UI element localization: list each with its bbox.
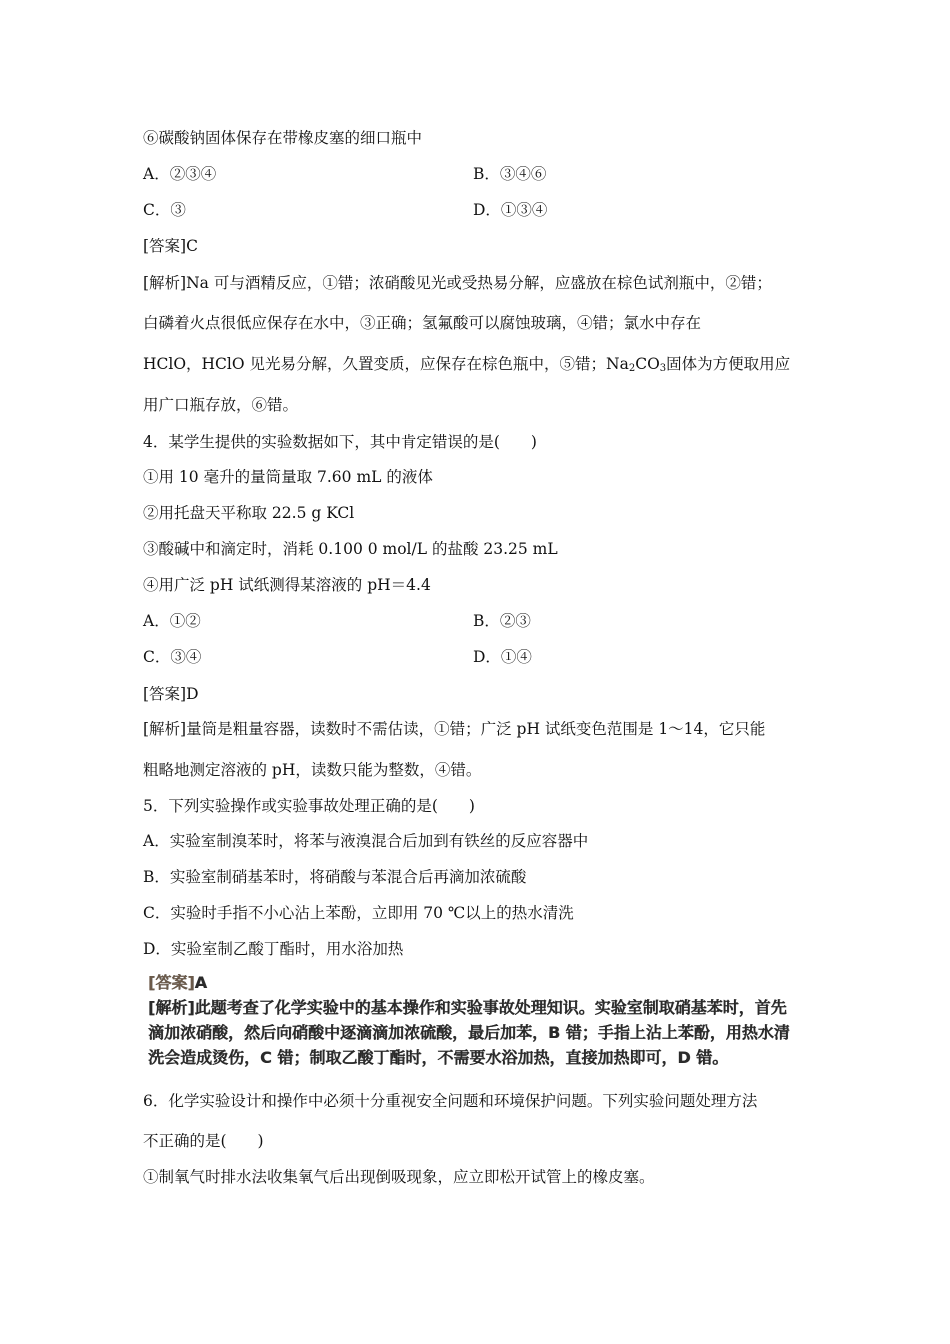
q3-analysis-line4: 用广口瓶存放，⑥错。 [143,396,299,414]
q4-item1: ①用 10 毫升的量筒量取 7.60 mL 的液体 [143,468,433,486]
q5-analysis-line3: 洗会造成烫伤，C 错；制取乙酸丁酯时，不需要水浴加热，直接加热即可，D 错。 [148,1048,729,1067]
q4-answer: [答案]D [143,685,199,703]
q5-analysis-line1: [解析]此题考查了化学实验中的基本操作和实验事故处理知识。实验室制取硝基苯时，首先 [148,998,787,1017]
q3-option-c: C．③ [143,201,186,219]
q6-item1: ①制氧气时排水法收集氧气后出现倒吸现象，应立即松开试管上的橡皮塞。 [143,1168,655,1186]
q3-answer: [答案]C [143,237,198,255]
q6-stem-line1: 6．化学实验设计和操作中必须十分重视安全问题和环境保护问题。下列实验问题处理方法 [143,1092,758,1110]
q4-stem: 4．某学生提供的实验数据如下，其中肯定错误的是( ) [143,433,537,451]
q3-option-a: A．②③④ [143,165,217,183]
q3-analysis-line3: HClO，HClO 见光易分解，久置变质，应保存在棕色瓶中，⑤错；$Na_2CO_3$固体为方便取用应 [143,355,791,374]
q3-analysis-line1: [解析]Na 可与酒精反应，①错；浓硝酸见光或受热易分解，应盛放在棕色试剂瓶中，②错； [143,274,772,292]
q5-stem: 5．下列实验操作或实验事故处理正确的是( ) [143,797,475,815]
q5-option-d: D．实验室制乙酸丁酯时，用水浴加热 [143,940,404,958]
q4-option-c: C．③④ [143,648,202,666]
q5-option-c: C．实验时手指不小心沾上苯酚，立即用 70 ℃以上的热水清洗 [143,904,574,922]
q5-option-b: B．实验室制硝基苯时，将硝酸与苯混合后再滴加浓硫酸 [143,868,527,886]
q4-option-b: B．②③ [473,612,531,630]
q5-answer: [答案]A [148,973,208,992]
q4-item4: ④用广泛 pH 试纸测得某溶液的 pH＝4.4 [143,576,431,594]
q4-item2: ②用托盘天平称取 22.5 g KCl [143,504,355,522]
q5-option-a: A．实验室制溴苯时，将苯与液溴混合后加到有铁丝的反应容器中 [143,832,589,850]
q6-stem-line2: 不正确的是( ) [143,1132,264,1150]
q4-option-a: A．①② [143,612,201,630]
q3-option-d: D．①③④ [473,201,548,219]
q4-analysis-line2: 粗略地测定溶液的 pH，读数只能为整数，④错。 [143,761,482,779]
q4-analysis-line1: [解析]量筒是粗量容器，读数时不需估读，①错；广泛 pH 试纸变色范围是 1～14，它只能 [143,720,766,738]
q3-item6: ⑥碳酸钠固体保存在带橡皮塞的细口瓶中 [143,129,423,147]
q3-analysis-line2: 白磷着火点很低应保存在水中，③正确；氢氟酸可以腐蚀玻璃，④错；氯水中存在 [143,314,702,332]
q5-analysis-line2: 滴加浓硝酸，然后向硝酸中逐滴滴加浓硫酸，最后加苯，B 错；手指上沾上苯酚，用热水清 [148,1023,790,1042]
q4-item3: ③酸碱中和滴定时，消耗 0.100 0 mol/L 的盐酸 23.25 mL [143,540,558,558]
q3-option-b: B．③④⑥ [473,165,547,183]
q4-option-d: D．①④ [473,648,532,666]
